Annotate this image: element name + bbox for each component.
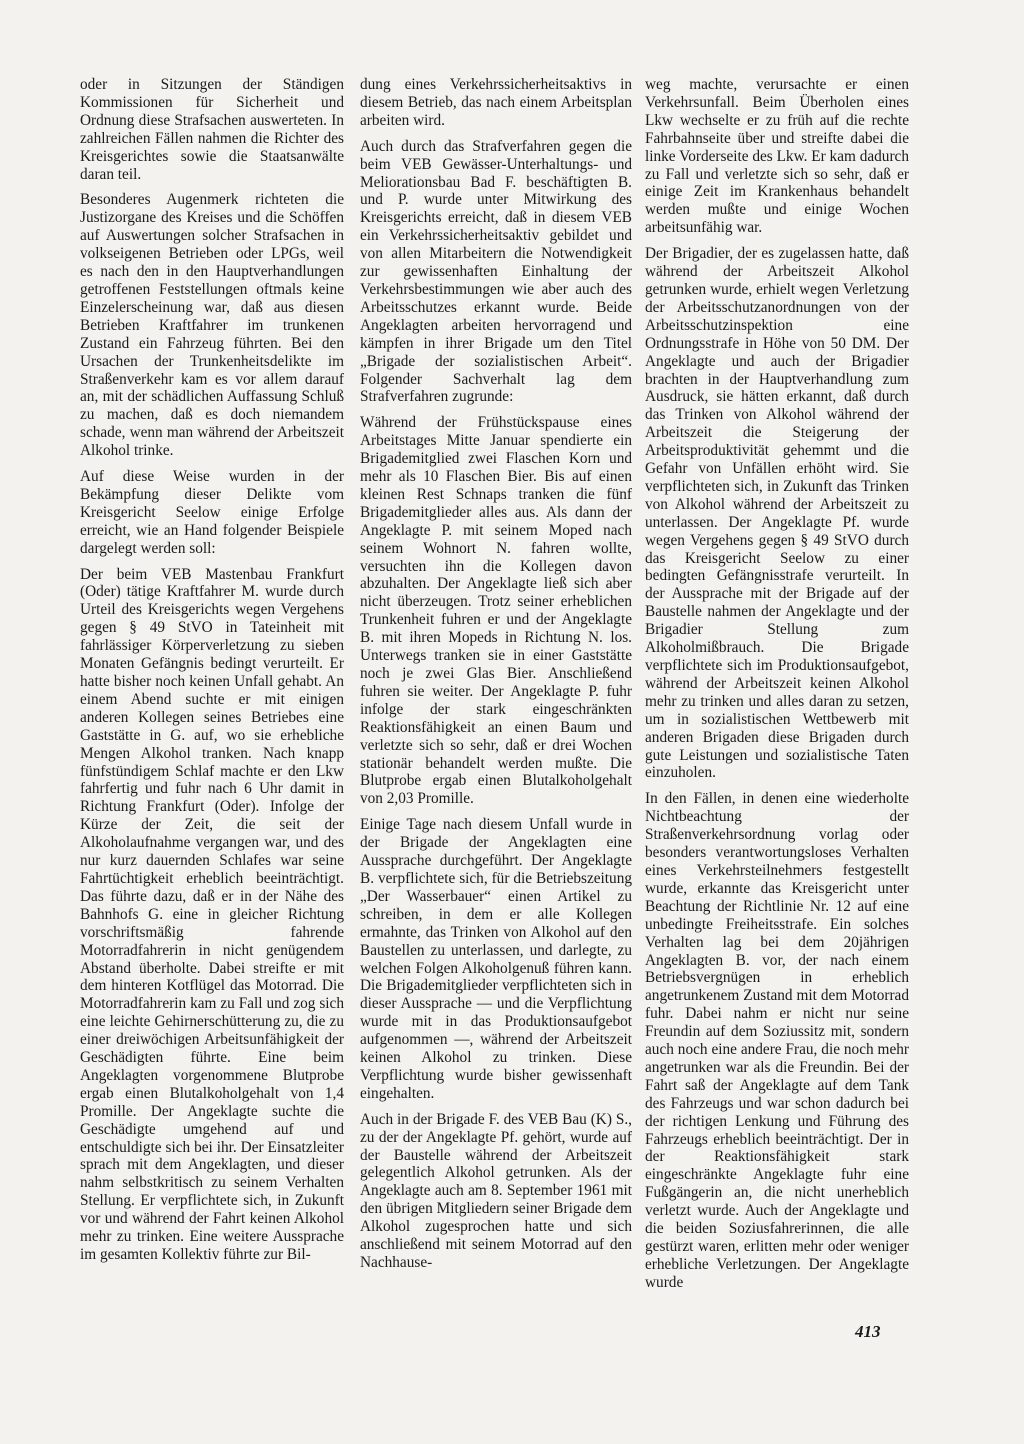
paragraph: oder in Sitzungen der Ständigen Kommissionen für Sicherheit und Ordnung diese Strafsachen auswerteten. In zahlreichen Fällen nahmen die Richter des Kreisgerichtes sowie die Staatsanwälte daran teil. — [80, 76, 344, 183]
page-number: 413 — [855, 1322, 881, 1341]
text-column-2 — [360, 76, 632, 1280]
paragraph: Der Brigadier, der es zugelassen hatte, daß während der Arbeitszeit Alkohol getrunken wurde, erhielt wegen Verletzung der Arbeitsschutzanordnungen von der Arbeitsschutzinspektion eine Ordnungsstrafe in Höhe von 50 DM. Der Angeklagte und auch der Brigadier brachten in der Hauptverhandlung zum Ausdruck, sie hätten erkannt, daß durch das Trinken von Alkohol während der Arbeitszeit die Steigerung der Arbeitsproduktivität gehemmt und die Gefahr von Unfällen erhöht wird. Sie verpflichteten sich, in Zukunft das Trinken von Alkohol während der Arbeitszeit zu unterlassen. Der Angeklagte Pf. wurde wegen Vergehens gegen § 49 StVO durch das Kreisgericht Seelow zu einer bedingten Gefängnisstrafe verurteilt. In der Aussprache mit der Brigade auf der Baustelle nahmen der Angeklagte und der Brigadier Stellung zum Alkoholmißbrauch. Die Brigade verpflichtete sich im Produktionsaufgebot, während der Arbeitszeit keinen Alkohol mehr zu trinken und alles daran zu setzen, um in sozialistischen Wettbewerb mit anderen Brigaden diese Brigaden durch gute Leistungen und sozialistische Taten einzuholen. — [645, 245, 909, 782]
paragraph: Auch durch das Strafverfahren gegen die beim VEB Gewässer-Unterhaltungs- und Meliorationsbau Bad F. beschäftigten B. und P. wurde unter Mitwirkung des Kreisgerichts erreicht, daß in diesem VEB ein Verkehrssicherheitsaktiv gebildet und von allen Mitarbeitern die Notwendigkeit zur gewissenhaften Einhaltung der Verkehrsbestimmungen wie aber auch des Arbeitsschutzes erkannt wurde. Beide Angeklagten arbeiten hervorragend und kämpfen in ihrer Brigade um den Titel „Brigade der sozialistischen Arbeit“. Folgender Sachverhalt lag dem Strafverfahren zugrunde: — [360, 137, 632, 406]
paragraph: Auf diese Weise wurden in der Bekämpfung dieser Delikte vom Kreisgericht Seelow einige Erfolge erreicht, wie an Hand folgender Beispiele dargelegt werden soll: — [80, 468, 344, 557]
paragraph: Besonderes Augenmerk richteten die Justizorgane des Kreises und die Schöffen auf Auswertungen solcher Strafsachen in volkseigenen Betrieben oder LPGs, weil es nach den in den Hauptverhandlungen getroffenen Feststellungen oftmals keine Einzelerscheinung war, daß aus diesen Betrieben Kraftfahrer im trunkenen Zustand ein Fahrzeug führten. Bei den Ursachen der Trunkenheitsdelikte im Straßenverkehr kam es vor allem darauf an, mit der schädlichen Auffassung Schluß zu machen, daß es doch niemandem schade, wenn man während der Arbeitszeit Alkohol trinke. — [80, 191, 344, 460]
paragraph: In den Fällen, in denen eine wiederholte Nichtbeachtung der Straßenverkehrsordnung vorlag oder besonders verantwortungsloses Verhalten eines Verkehrsteilnehmers festgestellt wurde, erkannte das Kreisgericht unter Beachtung der Richtlinie Nr. 12 auf eine unbedingte Freiheitsstrafe. Ein solches Verhalten lag bei dem 20jährigen Angeklagten B. vor, der nach einem Betriebsvergnügen in erheblich angetrunkenem Zustand mit dem Motorrad fuhr. Dabei nahm er nicht nur seine Freundin auf dem Soziussitz mit, sondern auch noch eine andere Frau, die noch mehr angetrunken war als die Freundin. Bei der Fahrt saß der Angeklagte auf dem Tank des Fahrzeugs und war schon dadurch bei der richtigen Lenkung und Führung des Fahrzeugs erheblich beeinträchtigt. Der in der Reaktionsfähigkeit stark eingeschränkte Angeklagte fuhr eine Fußgängerin an, die nicht unerheblich verletzt wurde. Auch der Angeklagte und die beiden Soziusfahrerinnen, die alle gestürzt waren, erlitten mehr oder weniger erhebliche Verletzungen. Der Angeklagte wurde — [645, 790, 909, 1291]
paragraph: Während der Frühstückspause eines Arbeitstages Mitte Januar spendierte ein Brigademitglied zwei Flaschen Korn und mehr als 10 Flaschen Bier. Bis auf einen kleinen Rest Schnaps tranken die fünf Brigademitglieder alles aus. Als dann der Angeklagte P. mit seinem Moped nach seinem Wohnort N. fahren wollte, versuchten ihn die Kollegen davon abzuhalten. Der Angeklagte ließ sich aber nicht überzeugen. Trotz seiner erheblichen Trunkenheit fuhren er und der Angeklagte B. mit ihren Mopeds in Richtung N. los. Unterwegs tranken sie in einer Gaststätte noch je zwei Glas Bier. Anschließend fuhren sie weiter. Der Angeklagte P. fuhr infolge der stark eingeschränkten Reaktionsfähigkeit an einen Baum und verletzte sich so sehr, daß er drei Wochen stationär behandelt werden mußte. Die Blutprobe ergab einen Blutalkoholgehalt von 2,03 Promille. — [360, 414, 632, 808]
paragraph: weg machte, verursachte er einen Verkehrsunfall. Beim Überholen eines Lkw wechselte er zu früh auf die rechte Fahrbahnseite über und streifte dabei die linke Vorderseite des Lkw. Er kam dadurch zu Fall und verletzte sich so sehr, daß er einige Zeit im Krankenhaus behandelt werden mußte und einige Wochen arbeitsunfähig war. — [645, 76, 909, 237]
text-column-3 — [645, 76, 909, 1300]
paragraph: dung eines Verkehrssicherheitsaktivs in diesem Betrieb, das nach einem Arbeitsplan arbeiten wird. — [360, 76, 632, 129]
paragraph: Auch in der Brigade F. des VEB Bau (K) S., zu der der Angeklagte Pf. gehört, wurde auf der Baustelle während der Arbeitszeit gelegentlich Alkohol getrunken. Als der Angeklagte auch am 8. September 1961 mit den übrigen Mitgliedern seiner Brigade dem Alkohol zugesprochen hatte und sich anschließend mit seinem Motorrad auf den Nachhause- — [360, 1110, 632, 1271]
paragraph: Der beim VEB Mastenbau Frankfurt (Oder) tätige Kraftfahrer M. wurde durch Urteil des Kreisgerichts wegen Vergehens gegen § 49 StVO in Tateinheit mit fahrlässiger Körperverletzung zu sieben Monaten Gefängnis bedingt verurteilt. Er hatte bisher noch keinen Unfall gehabt. An einem Abend suchte er mit einigen anderen Kollegen seines Betriebes eine Gaststätte in G. auf, wo sie erhebliche Mengen Alkohol tranken. Nach knapp fünfstündigem Schlaf machte er den Lkw fahrfertig und fuhr nach 6 Uhr damit in Richtung Frankfurt (Oder). Infolge der Kürze der Zeit, die seit der Alkoholaufnahme vergangen war, und des nur kurz dauernden Schlafes war seine Fahrtüchtigkeit erheblich beeinträchtigt. Das führte dazu, daß er in der Nähe des Bahnhofs G. eine in gleicher Richtung vorschriftsmäßig fahrende Motorradfahrerin in nicht genügendem Abstand überholte. Dabei streifte er mit dem hinteren Kotflügel das Motorrad. Die Motorradfahrerin kam zu Fall und zog sich eine leichte Gehirnerschütterung zu, die zu einer dreiwöchigen Arbeitsunfähigkeit der Geschädigten führte. Eine beim Angeklagten vorgenommene Blutprobe ergab einen Blutalkoholgehalt von 1,4 Promille. Der Angeklagte suchte die Geschädigte umgehend auf und entschuldigte sich bei ihr. Der Einsatzleiter sprach mit dem Angeklagten, und dieser nahm selbstkritisch zu seinem Verhalten Stellung. Er verpflichtete sich, in Zukunft vor und während der Fahrt keinen Alkohol mehr zu trinken. Eine weitere Aussprache im gesamten Kollektiv führte zur Bil- — [80, 565, 344, 1263]
text-column-1 — [80, 76, 344, 1272]
paragraph: Einige Tage nach diesem Unfall wurde in der Brigade der Angeklagten eine Aussprache durchgeführt. Der Angeklagte B. verpflichtete sich, für die Betriebszeitung „Der Wasserbauer“ einen Artikel zu schreiben, in dem er alle Kollegen ermahnte, das Trinken von Alkohol auf den Baustellen zu unterlassen, und darlegte, zu welchen Folgen Alkoholgenuß führen kann. Die Brigademitglieder verpflichteten sich in dieser Aussprache — und die Verpflichtung wurde mit in das Produktionsaufgebot aufgenommen —, während der Arbeitszeit keinen Alkohol zu trinken. Diese Verpflichtung wurde bisher gewissenhaft eingehalten. — [360, 816, 632, 1102]
